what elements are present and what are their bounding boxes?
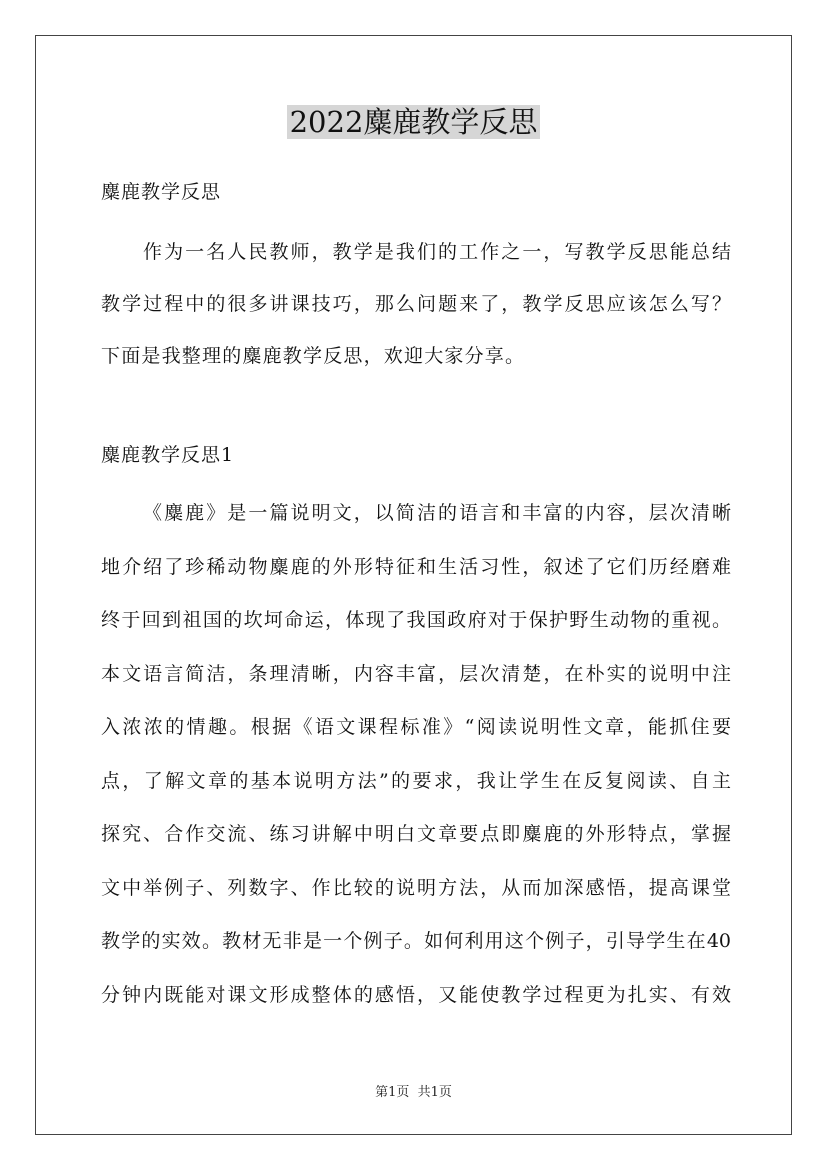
section-line: 文中举例子、列数字、作比较的说明方法，从而加深感悟，提高课堂 — [101, 876, 731, 899]
intro-line: 作为一名人民教师，教学是我们的工作之一，写教学反思能总结 — [143, 241, 731, 263]
page-footer: 第1页 共1页 — [375, 1085, 452, 1100]
section-line: 探究、合作交流、练习讲解中明白文章要点即麋鹿的外形特点，掌握 — [101, 823, 731, 845]
section-line: 地介绍了珍稀动物麋鹿的外形特征和生活习性，叙述了它们历经磨难 — [101, 555, 731, 578]
section-line: 分钟内既能对课文形成整体的感悟，又能使教学过程更为扎实、有效 — [101, 983, 731, 1006]
section-heading: 麋鹿教学反思1 — [101, 444, 235, 466]
section-line: 本文语言简洁，条理清晰，内容丰富，层次清楚，在朴实的说明中注 — [101, 662, 731, 685]
document-body — [101, 173, 731, 1022]
document-title-text: 2022麋鹿教学反思 — [287, 105, 541, 139]
section-line: 入浓浓的情趣。根据《语文课程标准》“阅读说明性文章，能抓住要 — [101, 716, 731, 738]
intro-line: 教学过程中的很多讲课技巧，那么问题来了，教学反思应该怎么写？ — [101, 293, 731, 315]
section-paragraph — [101, 487, 731, 1022]
section-line: 教学的实效。教材无非是一个例子。如何利用这个例子，引导学生在40 — [101, 930, 731, 952]
intro-paragraph — [101, 226, 731, 382]
section-line: 点，了解文章的基本说明方法”的要求，我让学生在反复阅读、自主 — [101, 769, 731, 792]
section-line: 《麋鹿》是一篇说明文，以简洁的语言和丰富的内容，层次清晰 — [143, 502, 731, 524]
section-line: 终于回到祖国的坎坷命运，体现了我国政府对于保护野生动物的重视。 — [101, 609, 731, 631]
subtitle: 麋鹿教学反思 — [101, 181, 222, 203]
intro-line: 下面是我整理的麋鹿教学反思，欢迎大家分享。 — [101, 345, 526, 367]
document-title — [0, 100, 827, 144]
